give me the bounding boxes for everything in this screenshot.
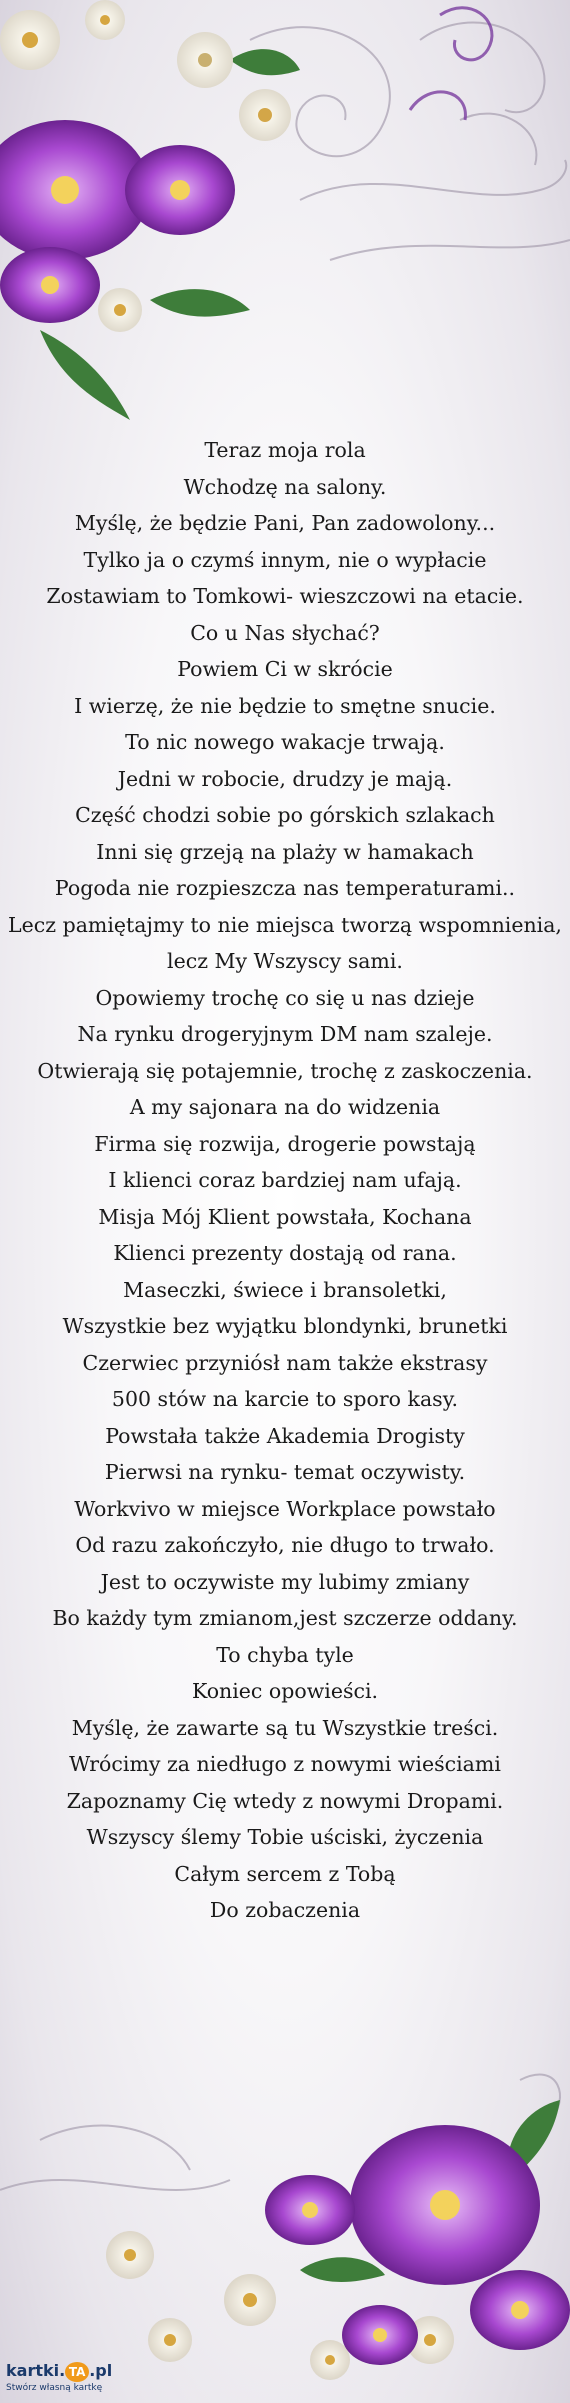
poem-text [0, 432, 570, 1929]
poem-line: Jest to oczywiste my lubimy zmiany [100, 1569, 470, 1594]
poem-line: Całym sercem z Tobą [174, 1861, 396, 1886]
logo-prefix: kartki. [6, 2361, 66, 2380]
poem-line: Opowiemy trochę co się u nas dzieje [95, 985, 475, 1010]
logo-tagline: Stwórz własną kartkę [6, 2383, 103, 2393]
purple-flower-cluster-bottom [265, 2125, 570, 2365]
poem-line: Pierwsi na rynku- temat oczywisty. [104, 1460, 466, 1484]
poem-line: Jedni w robocie, drudzy je mają. [117, 766, 453, 791]
poem-line: To chyba tyle [216, 1642, 354, 1667]
logo-badge: TA [65, 2362, 89, 2382]
poem-line: lecz My Wszyscy sami. [167, 949, 403, 973]
poem-line: Wszystkie bez wyjątku blondynki, brunetki [62, 1314, 508, 1338]
poem-line: A my sajonara na do widzenia [129, 1095, 441, 1119]
white-flower-cluster [0, 0, 291, 332]
poem-line: Teraz moja rola [204, 438, 366, 462]
poem-line: I klienci coraz bardziej nam ufają. [108, 1168, 462, 1192]
poem-line: Maseczki, świece i bransoletki, [123, 1277, 447, 1302]
poem-line: Myślę, że będzie Pani, Pan zadowolony... [74, 511, 496, 535]
poem-line: 500 stów na karcie to sporo kasy. [111, 1387, 459, 1411]
poem-line: Część chodzi sobie po górskich szlakach [75, 803, 495, 827]
poem-line: Co u Nas słychać? [190, 620, 380, 645]
white-flower-cluster-bottom [106, 2231, 454, 2380]
poem-line: Do zobaczenia [209, 1898, 361, 1922]
poem-line: Pogoda nie rozpieszcza nas temperaturami.. [54, 876, 516, 900]
poem-line: Koniec opowieści. [191, 1679, 379, 1703]
poem-line: Powiem Ci w skrócie [177, 657, 393, 681]
kartki-logo[interactable] [6, 2361, 116, 2397]
poem-line: Wszyscy ślemy Tobie uściski, życzenia [86, 1825, 484, 1849]
poem-line: Firma się rozwija, drogerie powstają [94, 1131, 476, 1156]
purple-flower-cluster [0, 120, 235, 323]
poem-line: Tylko ja o czymś innym, nie o wypłacie [83, 547, 487, 572]
poem-line: Myślę, że zawarte są tu Wszystkie treści. [71, 1715, 499, 1740]
poem-line: Otwierają się potajemnie, trochę z zaskoczenia. [37, 1058, 533, 1083]
poem-line: Klienci prezenty dostają od rana. [113, 1241, 457, 1265]
poem-line: To nic nowego wakacje trwają. [125, 730, 445, 754]
poem-line: Workvivo w miejsce Workplace powstało [74, 1496, 496, 1521]
poem-line: Inni się grzeją na plaży w hamakach [96, 839, 474, 864]
poem-line: Bo każdy tym zmianom,jest szczerze oddany. [52, 1606, 518, 1630]
poem-line: Od razu zakończyło, nie długo to trwało. [75, 1533, 495, 1557]
poem-line: I wierzę, że nie będzie to smętne snucie. [74, 693, 496, 718]
top-floral-decoration [0, 0, 570, 420]
poem-line: Zapoznamy Cię wtedy z nowymi Dropami. [66, 1788, 504, 1813]
poem-line: Lecz pamiętajmy to nie miejsca tworzą wspomnienia, [8, 912, 562, 937]
poem-line: Czerwiec przyniósł nam także ekstrasy [82, 1350, 488, 1375]
poem-line: Wchodzę na salony. [183, 474, 387, 499]
poem-line: Misja Mój Klient powstała, Kochana [98, 1204, 472, 1229]
logo-suffix: .pl [89, 2361, 113, 2380]
logo-wordmark [6, 2361, 112, 2382]
bottom-floral-decoration [0, 2040, 570, 2403]
poem-line: Powstała także Akademia Drogisty [105, 1423, 465, 1448]
poem-line: Na rynku drogeryjnym DM nam szaleje. [77, 1022, 493, 1046]
poem-line: Zostawiam to Tomkowi- wieszczowi na etacie. [46, 584, 524, 608]
poem-line: Wrócimy za niedługo z nowymi wieściami [69, 1752, 501, 1776]
